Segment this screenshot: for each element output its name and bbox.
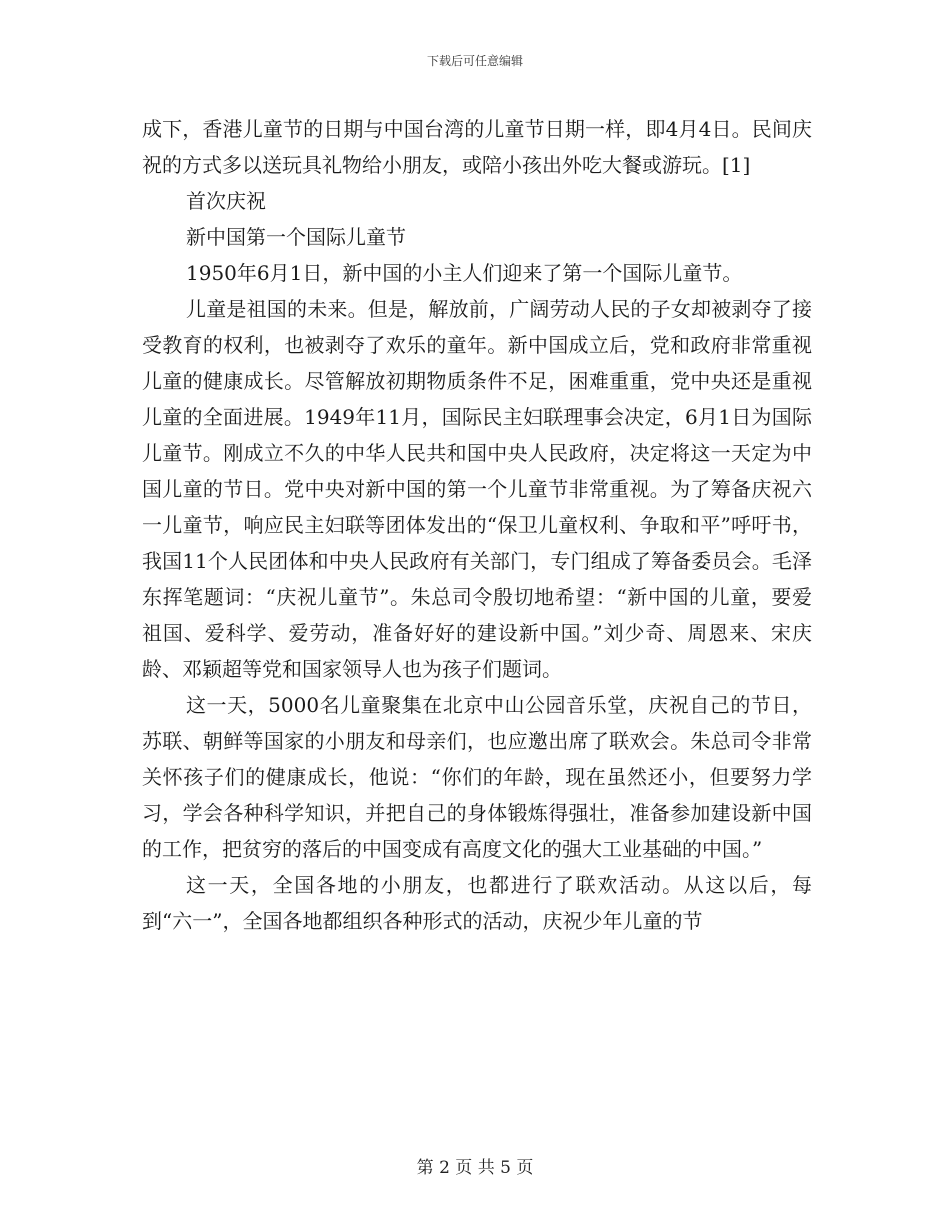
page-header: 下载后可任意编辑 bbox=[426, 54, 523, 68]
paragraph-3: 儿童是祖国的未来。但是，解放前，广阔劳动人民的子女却被剥夺了接受教育的权利，也被剥夺了欢乐的童年。新中国成立后，党和政府非常重视儿童的健康成长。尽管解放初期物质条件不足，困难重重，党中央还是重视儿童的全面进展。1949年11月，国际民主妇联理事会决定，6月1日为国际儿童节。刚成立不久的中华人民共和国中央人民政府，决定将这一天定为中国儿童的节日。党中央对新中国的第一个儿童节非常重视。为了筹备庆祝六一儿童节，响应民主妇联等团体发出的“保卫儿童权利、争取和平”呼吁书，我国11个人民团体和中央人民政府有关部门，专门组成了筹备委员会。毛泽东挥笔题词：“庆祝儿童节”。朱总司令殷切地希望：“新中国的儿童，要爱祖国、爱科学、爱劳动，准备好好的建设新中国。”刘少奇、周恩来、宋庆龄、邓颖超等党和国家领导人也为孩子们题词。 bbox=[142, 297, 812, 681]
paragraph-4: 这一天，5000名儿童聚集在北京中山公园音乐堂，庆祝自己的节日，苏联、朝鲜等国家的小朋友和母亲们，也应邀出席了联欢会。朱总司令非常关怀孩子们的健康成长，他说：“你们的年龄，现在虽然还小，但要努力学习，学会各种科学知识，并把自己的身体锻炼得强壮，准备参加建设新中国的工作，把贫穷的落后的中国变成有高度文化的强大工业基础的中国。” bbox=[142, 693, 812, 861]
paragraph-5: 这一天，全国各地的小朋友，也都进行了联欢活动。从这以后，每到“六一”，全国各地都组织各种形式的活动，庆祝少年儿童的节 bbox=[142, 873, 812, 933]
page-footer: 第 2 页 共 5 页 bbox=[416, 1158, 534, 1178]
section-subheading: 新中国第一个国际儿童节 bbox=[186, 225, 406, 249]
section-heading: 首次庆祝 bbox=[186, 189, 266, 213]
paragraph-1: 成下，香港儿童节的日期与中国台湾的儿童节日期一样，即4月4日。民间庆祝的方式多以送玩具礼物给小朋友，或陪小孩出外吃大餐或游玩。[1] bbox=[142, 117, 812, 177]
paragraph-2: 1950年6月1日，新中国的小主人们迎来了第一个国际儿童节。 bbox=[186, 261, 743, 285]
document-body bbox=[142, 111, 812, 939]
